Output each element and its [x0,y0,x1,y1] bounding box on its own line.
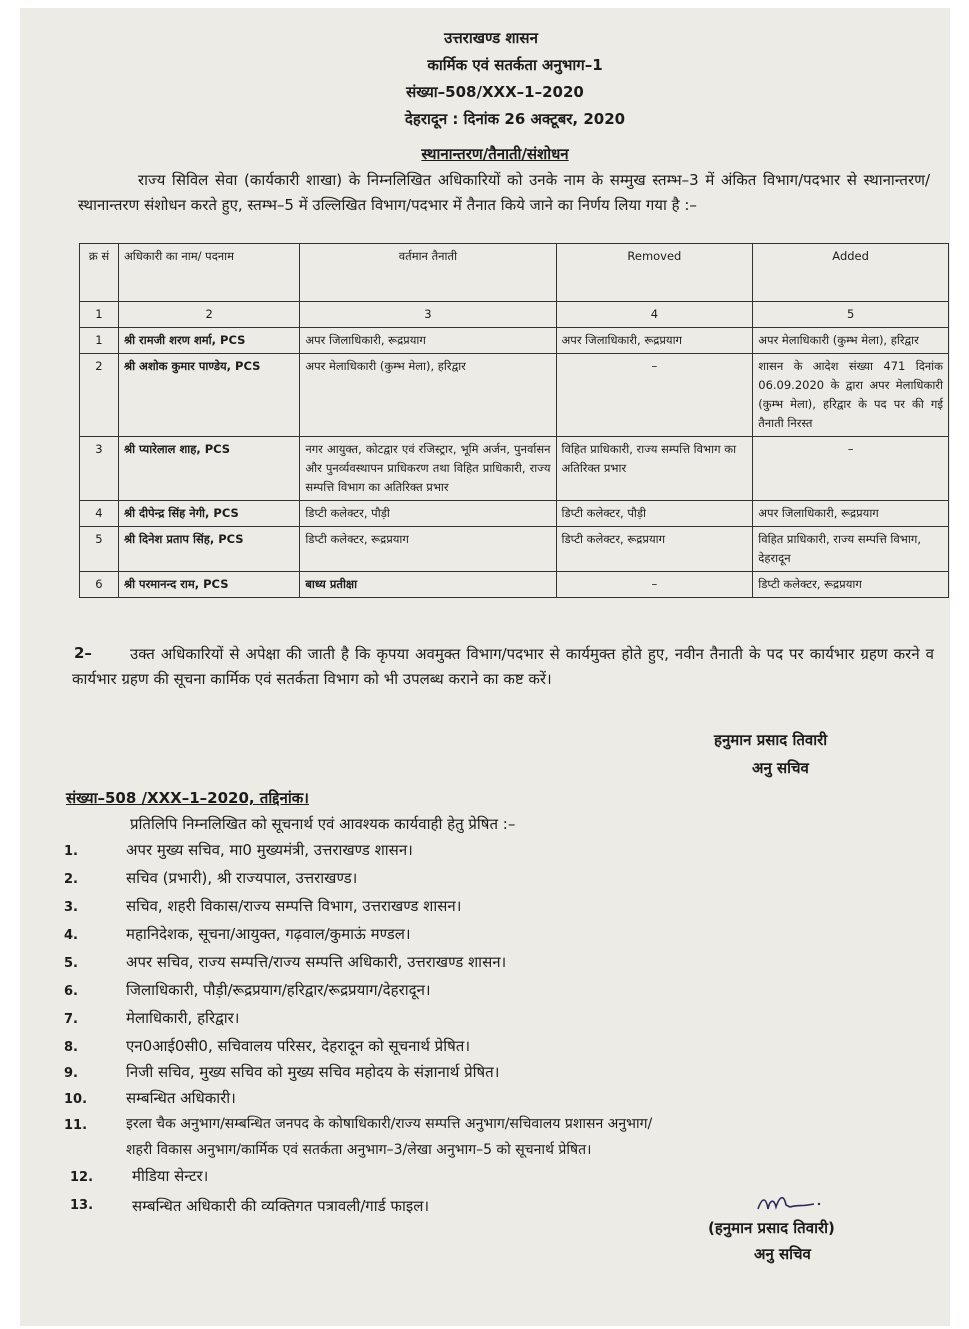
cc-item-text: मेलाधिकारी, हरिद्वार। [126,1009,240,1027]
document-page [20,8,950,1326]
cc-item-text: अपर मुख्य सचिव, मा0 मुख्यमंत्री, उत्तराखण्ड शासन। [126,841,413,859]
row-removed: – [556,572,753,598]
row-removed: डिप्टी कलेक्टर, रूद्रप्रयाग [556,527,753,572]
cc-item-text: अपर सचिव, राज्य सम्पत्ति/राज्य सम्पत्ति अधिकारी, उत्तराखण्ड शासन। [126,953,507,971]
col-number: 4 [556,302,753,328]
row-added: अपर जिलाधिकारी, रूद्रप्रयाग [753,501,949,527]
signatory-name-final: (हनुमान प्रसाद तिवारी) [708,1219,835,1237]
cc-item-number: 9. [64,1066,78,1081]
subject-heading: स्थानान्तरण/तैनाती/संशोधन [421,145,569,163]
table-row [80,572,949,598]
cc-item-number: 13. [70,1198,94,1213]
row-current-posting: अपर मेलाधिकारी (कुम्भ मेला), हरिद्वार [300,354,556,437]
govt-heading: उत्तराखण्ड शासन [444,29,538,47]
col-number: 1 [80,302,119,328]
cc-item-text: एन0आई0सी0, सचिवालय परिसर, देहरादून को सूचनार्थ प्रेषित। [126,1037,471,1055]
row-current-posting: अपर जिलाधिकारी, रूद्रप्रयाग [300,328,556,354]
para2-text: उक्त अधिकारियों से अपेक्षा की जाती है कि कृपया अवमुक्त विभाग/पदभार से कार्यमुक्त होते हुए, नवीन तैनाती के पद पर कार्यभार ग्रहण करने व कार्यभार ग्रहण की सूचना कार्मिक एवं सतर्कता विभाग को भी उपलब्ध कराने का कष्ट करें। [72,645,934,688]
cc-item-text: सम्बन्धित अधिकारी। [126,1089,236,1107]
cc-item-number: 7. [64,1012,78,1027]
row-current-posting: डिप्टी कलेक्टर, पौड़ी [300,501,556,527]
row-officer-name: श्री प्यारेलाल शाह, PCS [118,437,299,501]
cc-item-number: 3. [64,900,78,915]
transfer-table [79,243,949,598]
col-header-removed: Removed [556,244,753,302]
cc-item-number: 4. [64,928,78,943]
cc-item-number: 1. [64,844,78,859]
table-header-row [80,244,949,302]
table-row [80,527,949,572]
cc-item-text: सचिव (प्रभारी), श्री राज्यपाल, उत्तराखण्ड। [126,869,358,887]
row-removed: – [556,354,753,437]
row-removed: डिप्टी कलेक्टर, पौड़ी [556,501,753,527]
cc-item-number: 10. [64,1092,88,1107]
row-current-posting: डिप्टी कलेक्टर, रूद्रप्रयाग [300,527,556,572]
row-added: अपर मेलाधिकारी (कुम्भ मेला), हरिद्वार [753,328,949,354]
signatory-designation-final: अनु सचिव [754,1245,811,1263]
place-date: देहरादून : दिनांक 26 अक्टूबर, 2020 [404,110,626,128]
row-officer-name: श्री अशोक कुमार पाण्डेय, PCS [118,354,299,437]
cc-item-number: 12. [70,1170,94,1185]
cc-item-text: महानिदेशक, सूचना/आयुक्त, गढ़वाल/कुमाऊं मण्डल। [126,925,411,943]
cc-item-number: 2. [64,872,78,887]
row-serial: 4 [80,501,119,527]
row-removed: विहित प्राधिकारी, राज्य सम्पत्ति विभाग का अतिरिक्त प्रभार [556,437,753,501]
cc-item-number: 8. [64,1040,78,1055]
table-column-number-row [80,302,949,328]
col-number: 2 [118,302,299,328]
col-number: 3 [300,302,556,328]
cc-item-text: जिलाधिकारी, पौड़ी/रूद्रप्रयाग/हरिद्वार/रूद्रप्रयाग/देहरादून। [126,981,431,999]
row-added: विहित प्राधिकारी, राज्य सम्पत्ति विभाग, देहरादून [753,527,949,572]
col-number: 5 [753,302,949,328]
row-serial: 6 [80,572,119,598]
row-officer-name: श्री परमानन्द राम, PCS [118,572,299,598]
cc-item-text: सचिव, शहरी विकास/राज्य सम्पत्ति विभाग, उत्तराखण्ड शासन। [126,897,462,915]
cc-item-text: मीडिया सेन्टर। [132,1167,209,1185]
copy-intro: प्रतिलिपि निम्नलिखित को सूचनार्थ एवं आवश्यक कार्यवाही हेतु प्रेषित :– [130,815,516,833]
table-row [80,328,949,354]
row-serial: 3 [80,437,119,501]
intro-paragraph: राज्य सिविल सेवा (कार्यकारी शाखा) के निम्नलिखित अधिकारियों को उनके नाम के सम्मुख स्तम्भ–3 में अंकित विभाग/पदभार से स्थानान्तरण/स्थानान्तरण संशोधन करते हुए, स्तम्भ–5 में उल्लिखित विभाग/पदभार में तैनात किये जाने का निर्णय लिया गया है :– [78,171,930,214]
row-current-posting: नगर आयुक्त, कोटद्वार एवं रजिस्ट्रार, भूमि अर्जन, पुनर्वासन और पुनर्व्यवस्थापन प्राधिकरण तथा विहित प्राधिकारी, राज्य सम्पत्ति विभाग का अतिरिक्त प्रभार [300,437,556,501]
cc-item-number: 11. [64,1118,88,1133]
cc-item-text: इरला चैक अनुभाग/सम्बन्धित जनपद के कोषाधिकारी/राज्य सम्पत्ति अनुभाग/सचिवालय प्रशासन अनुभाग/ [126,1116,653,1132]
dept-heading: कार्मिक एवं सतर्कता अनुभाग–1 [427,56,603,74]
cc-item-number: 6. [64,984,78,999]
row-added: डिप्टी कलेक्टर, रूद्रप्रयाग [753,572,949,598]
row-current-posting: बाध्य प्रतीक्षा [300,572,556,598]
signatory-name: हनुमान प्रसाद तिवारी [714,731,828,749]
para2-number: 2– [74,644,92,662]
col-header-current: वर्तमान तैनाती [300,244,556,302]
col-header-name: अधिकारी का नाम/ पदनाम [118,244,299,302]
cc-item-text: सम्बन्धित अधिकारी की व्यक्तिगत पत्रावली/गार्ड फाइल। [132,1197,430,1215]
table-row [80,437,949,501]
table-row [80,354,949,437]
col-header-added: Added [753,244,949,302]
row-officer-name: श्री रामजी शरण शर्मा, PCS [118,328,299,354]
row-removed: अपर जिलाधिकारी, रूद्रप्रयाग [556,328,753,354]
col-header-serial: क्र सं [80,244,119,302]
row-serial: 5 [80,527,119,572]
order-number: संख्या–508/XXX–1–2020 [406,83,584,101]
row-serial: 2 [80,354,119,437]
signatory-designation: अनु सचिव [752,759,809,777]
row-officer-name: श्री दिनेश प्रताप सिंह, PCS [118,527,299,572]
row-serial: 1 [80,328,119,354]
cc-item-number: 5. [64,956,78,971]
row-added: – [753,437,949,501]
row-added: शासन के आदेश संख्या 471 दिनांक 06.09.2020 के द्वारा अपर मेलाधिकारी (कुम्भ मेला), हरिद्वार के पद पर की गई तैनाती निरस्त [753,354,949,437]
table-row [80,501,949,527]
copy-reference: संख्या–508 /XXX–1–2020, तद्दिनांक। [66,789,309,807]
row-officer-name: श्री दीपेन्द्र सिंह नेगी, PCS [118,501,299,527]
handwritten-signature [756,1191,826,1215]
cc-item-text: निजी सचिव, मुख्य सचिव को मुख्य सचिव महोदय के संज्ञानार्थ प्रेषित। [126,1063,500,1081]
cc-item-text-continued: शहरी विकास अनुभाग/कार्मिक एवं सतर्कता अनुभाग–3/लेखा अनुभाग–5 को सूचनार्थ प्रेषित। [126,1142,592,1158]
